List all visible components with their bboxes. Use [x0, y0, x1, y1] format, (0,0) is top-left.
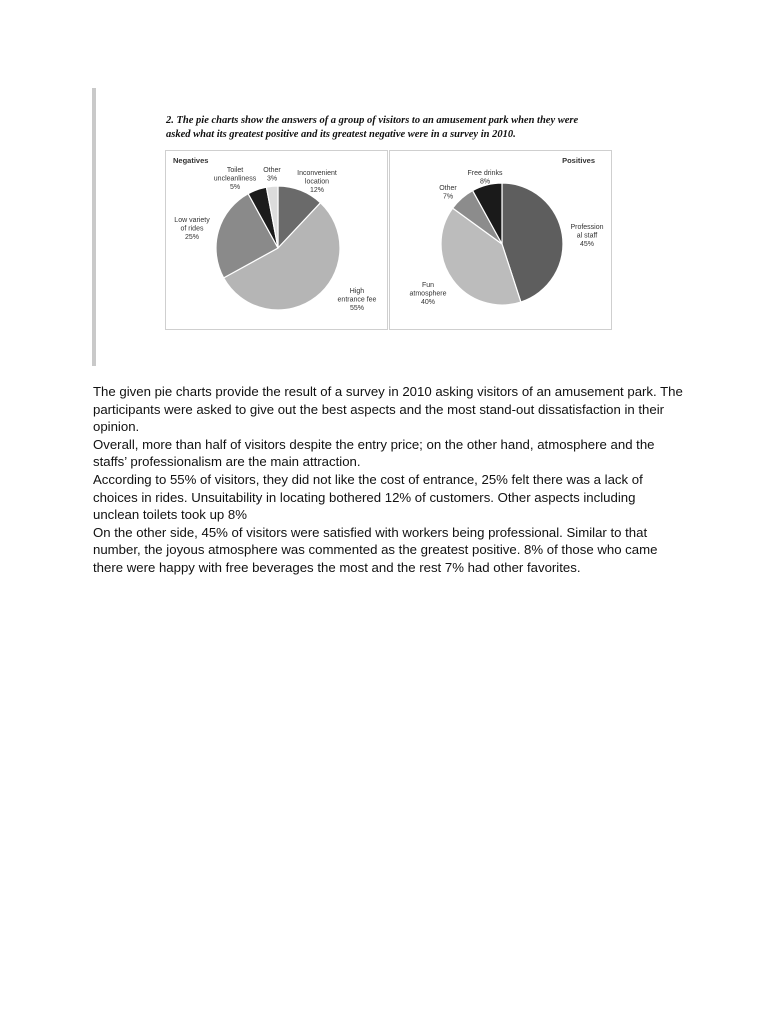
positives-slice-label-1: Profession al staff 45% [570, 224, 604, 248]
quote-bar [92, 88, 96, 366]
essay-paragraph-2: Overall, more than half of visitors despite the entry price; on the other hand, atmosphere and the staffs’ professionalism are the main attraction. [93, 436, 655, 470]
positives-slice-label-2: Fun atmosphere 40% [409, 282, 447, 306]
task-heading [166, 114, 636, 142]
positives-title: Positives [562, 156, 595, 165]
negatives-title: Negatives [173, 156, 209, 165]
essay-paragraph-4: On the other side, 45% of visitors were satisfied with workers being professional. Similar to that number, the joyous atmosphere was commented as the greatest positive. 8% of those who came there were happy with free beverages the most and the rest 7% had other favorites. [93, 524, 658, 575]
task-heading-line-2: asked what its greatest positive and its greatest negative were in a survey in 2010. [166, 129, 516, 140]
negatives-slice-label-5: Other 3% [263, 167, 281, 183]
pie-charts-figure [165, 150, 612, 330]
negatives-slice-label-1: Inconvenient location 12% [297, 170, 337, 194]
task-heading-line-1: 2. The pie charts show the answers of a group of visitors to an amusement park when they were [166, 115, 579, 126]
essay-paragraph-1: The given pie charts provide the result of a survey in 2010 asking visitors of an amusement park. The participants were asked to give out the best aspects and the most stand-out dissatisfaction in their opinion. [93, 384, 683, 435]
positives-slice-label-4: Free drinks 8% [467, 170, 503, 186]
negatives-slice-label-4: Toilet uncleanliness 5% [213, 167, 257, 191]
negatives-slice-label-2: High entrance fee 55% [337, 288, 377, 312]
positives-slice-label-3: Other 7% [439, 185, 457, 201]
pie-charts-svg [165, 150, 612, 330]
essay [93, 383, 683, 577]
essay-paragraph-3: According to 55% of visitors, they did not like the cost of entrance, 25% felt there was a lack of choices in rides. Unsuitability in locating bothered 12% of customers. Other aspects including unclean toilets took up 8% [93, 471, 643, 523]
negatives-slice-label-3: Low variety of rides 25% [174, 217, 210, 241]
